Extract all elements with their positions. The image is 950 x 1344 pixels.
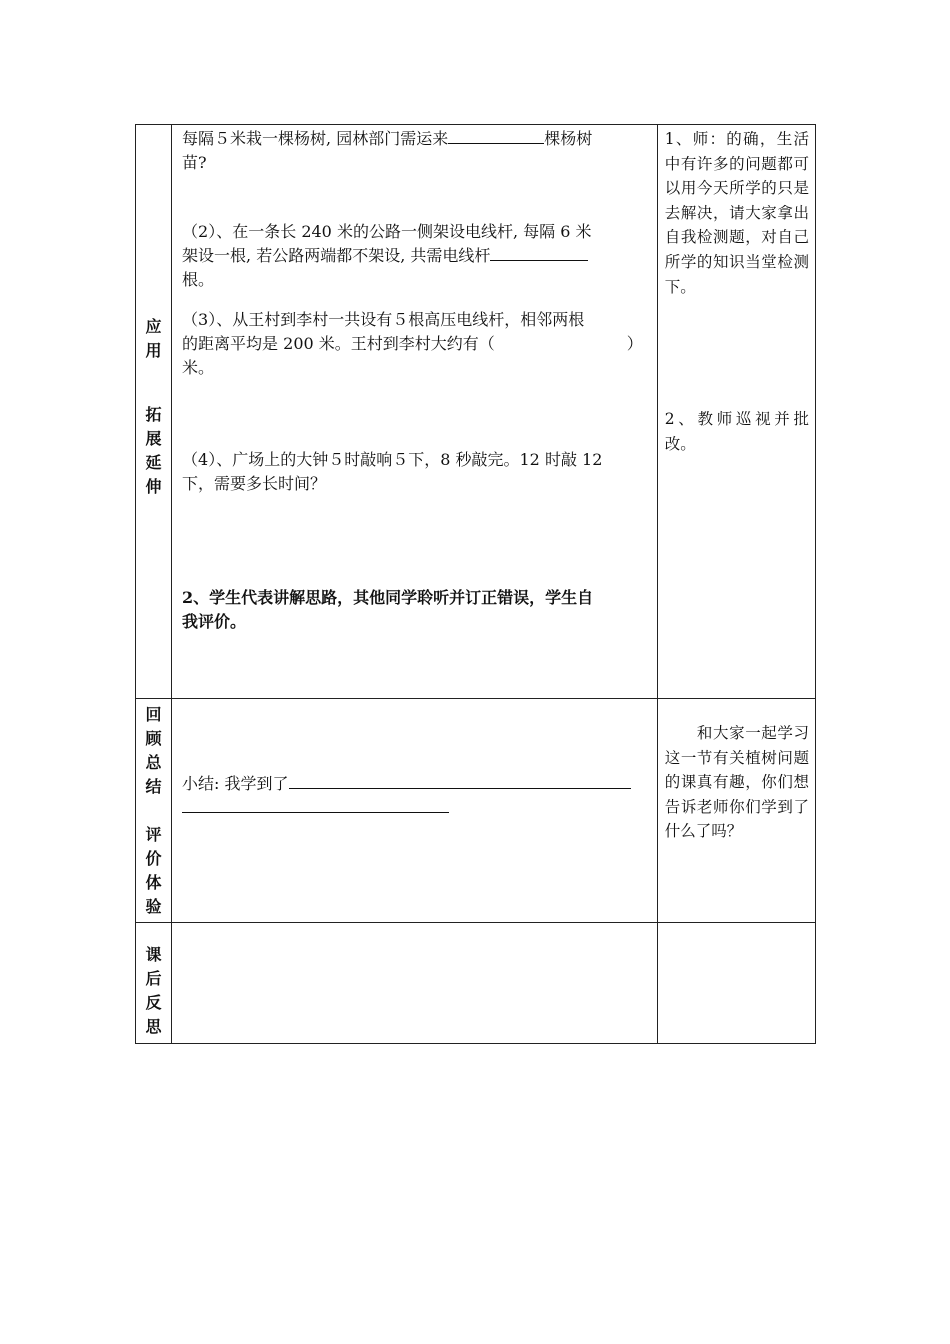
review-content-cell — [172, 699, 658, 923]
summary-line: 小结: 我学到了 — [182, 772, 649, 796]
reflection-content-cell — [172, 923, 658, 1044]
reflection-label: 课 后 反 思 — [145, 945, 162, 1036]
application-content-cell: 每隔５米栽一棵杨树, 园林部门需运来 棵杨树 苗? （2）、在一条长 240 米的公路一侧架设电线杆, 每隔 6 米 架设一根, 若公路两端都不架设, 共需电线杆 根。 （3）、从王村到李村一共设有５根高压电线杆，相邻两根 的距离平均是 200 米。王村到李村大约有（ ） 米。 （4）、广场上的大钟５时敲响５下，8 秒敲完。12 时敲 12 下，需要多长时间？ 2、学生代表讲解思路，其他同学聆听并订正错误，学生自 我评价。 — [172, 125, 658, 699]
question-4: （4）、广场上的大钟５时敲响５下，8 秒敲完。12 时敲 12 — [182, 450, 603, 469]
question-2: （2）、在一条长 240 米的公路一侧架设电线杆, 每隔 6 米 — [182, 222, 592, 241]
application-label: 应 用 拓 展 延 伸 — [145, 317, 162, 496]
teacher-note-1: 1、师：的确，生活中有许多的问题都可以用今天所学的只是去解决，请大家拿出自我检测题，对自己所学的知识当堂检测下。 — [664, 130, 809, 296]
question-3: （3）、从王村到李村一共设有５根高压电线杆，相邻两根 — [182, 310, 585, 329]
reflection-row — [136, 923, 816, 1044]
teacher-note-2: 2、教师巡视并批改。 — [664, 410, 809, 453]
review-teacher-note: 和大家一起学习这一节有关植树问题的课真有趣，你们想告诉老师你们学到了什么了吗？ — [664, 724, 809, 841]
question-1-continuation: 每隔５米栽一棵杨树, 园林部门需运来 棵杨树 — [182, 129, 593, 148]
lesson-plan-table — [135, 124, 816, 1044]
review-row — [136, 699, 816, 923]
summary-blank — [289, 772, 631, 789]
answer-blank — [448, 127, 544, 144]
step-2-text: 2、学生代表讲解思路，其他同学聆听并订正错误，学生自 — [182, 588, 594, 607]
review-label-cell — [136, 699, 172, 923]
review-teacher-cell — [657, 699, 815, 923]
application-label-cell — [136, 125, 172, 699]
summary-blank-2 — [182, 796, 449, 813]
answer-blank — [490, 244, 588, 261]
review-label: 回 顾 总 结 评 价 体 验 — [145, 705, 162, 916]
reflection-label-cell — [136, 923, 172, 1044]
application-row — [136, 125, 816, 699]
reflection-teacher-cell — [657, 923, 815, 1044]
application-teacher-cell — [657, 125, 815, 699]
